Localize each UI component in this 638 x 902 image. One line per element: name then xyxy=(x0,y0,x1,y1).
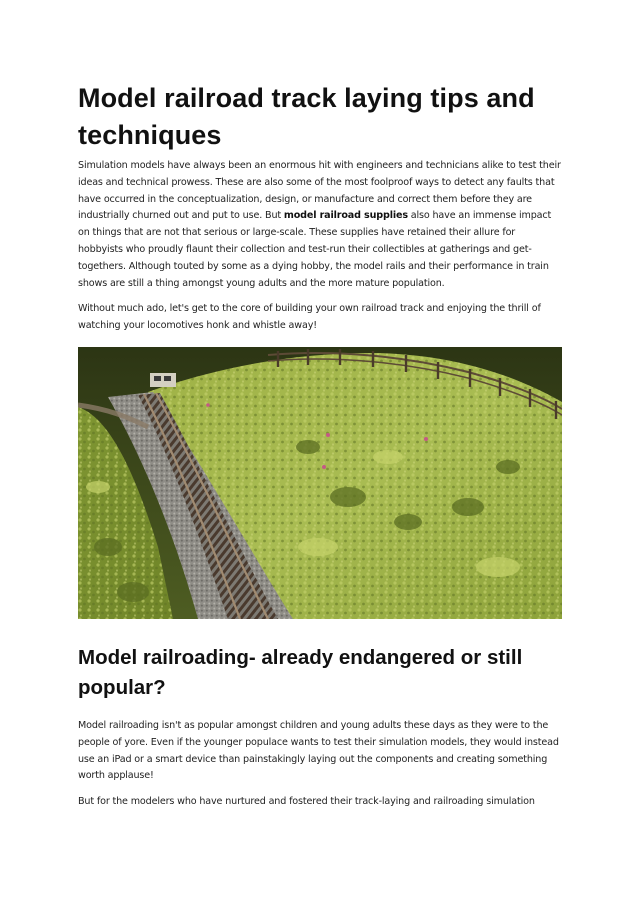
model-railroad-supplies-link[interactable]: model railroad supplies xyxy=(283,210,408,222)
intro-text-start: Simulation models have always been an enormous hit with engineers and technicians alike to test their ideas and technical prowess. These are also some of the most foolproof ways to detect any faults that have occurred in the conceptualization, design, or manufacture and correct them before they are industrially churned out and put to use. But xyxy=(78,160,561,222)
section-heading: Model railroading- already endangered or still popular? xyxy=(78,645,523,699)
paragraph-2: Without much ado, let's get to the core of building your own railroad track and enjoying the thrill of watching your locomotives honk and whistle away! xyxy=(78,303,541,332)
intro-paragraph xyxy=(78,158,562,292)
page-title: Model railroad track laying tips and techniques xyxy=(78,83,535,150)
model-railroad-photo xyxy=(78,347,562,619)
article xyxy=(78,80,562,811)
intro-text-end: also have an immense impact on things that are not that serious or large-scale. These supplies have retained their allure for hobbyists who proudly flaunt their collection and test-run their collectibles at gatherings and get-togethers. Although touted by some as a dying hobby, the model rails and their performance in train shows are still a thing amongst young adults and the more mature population. xyxy=(78,210,552,289)
paragraph-4: But for the modelers who have nurtured and fostered their track-laying and railroading simulation xyxy=(78,796,535,808)
paragraph-3: Model railroading isn't as popular amongst children and young adults these days as they were to the people of yore. Even if the younger populace wants to test their simulation models, they would instead use an iPad or a smart device than painstakingly laying out the components and creating something worth applause! xyxy=(78,719,559,782)
